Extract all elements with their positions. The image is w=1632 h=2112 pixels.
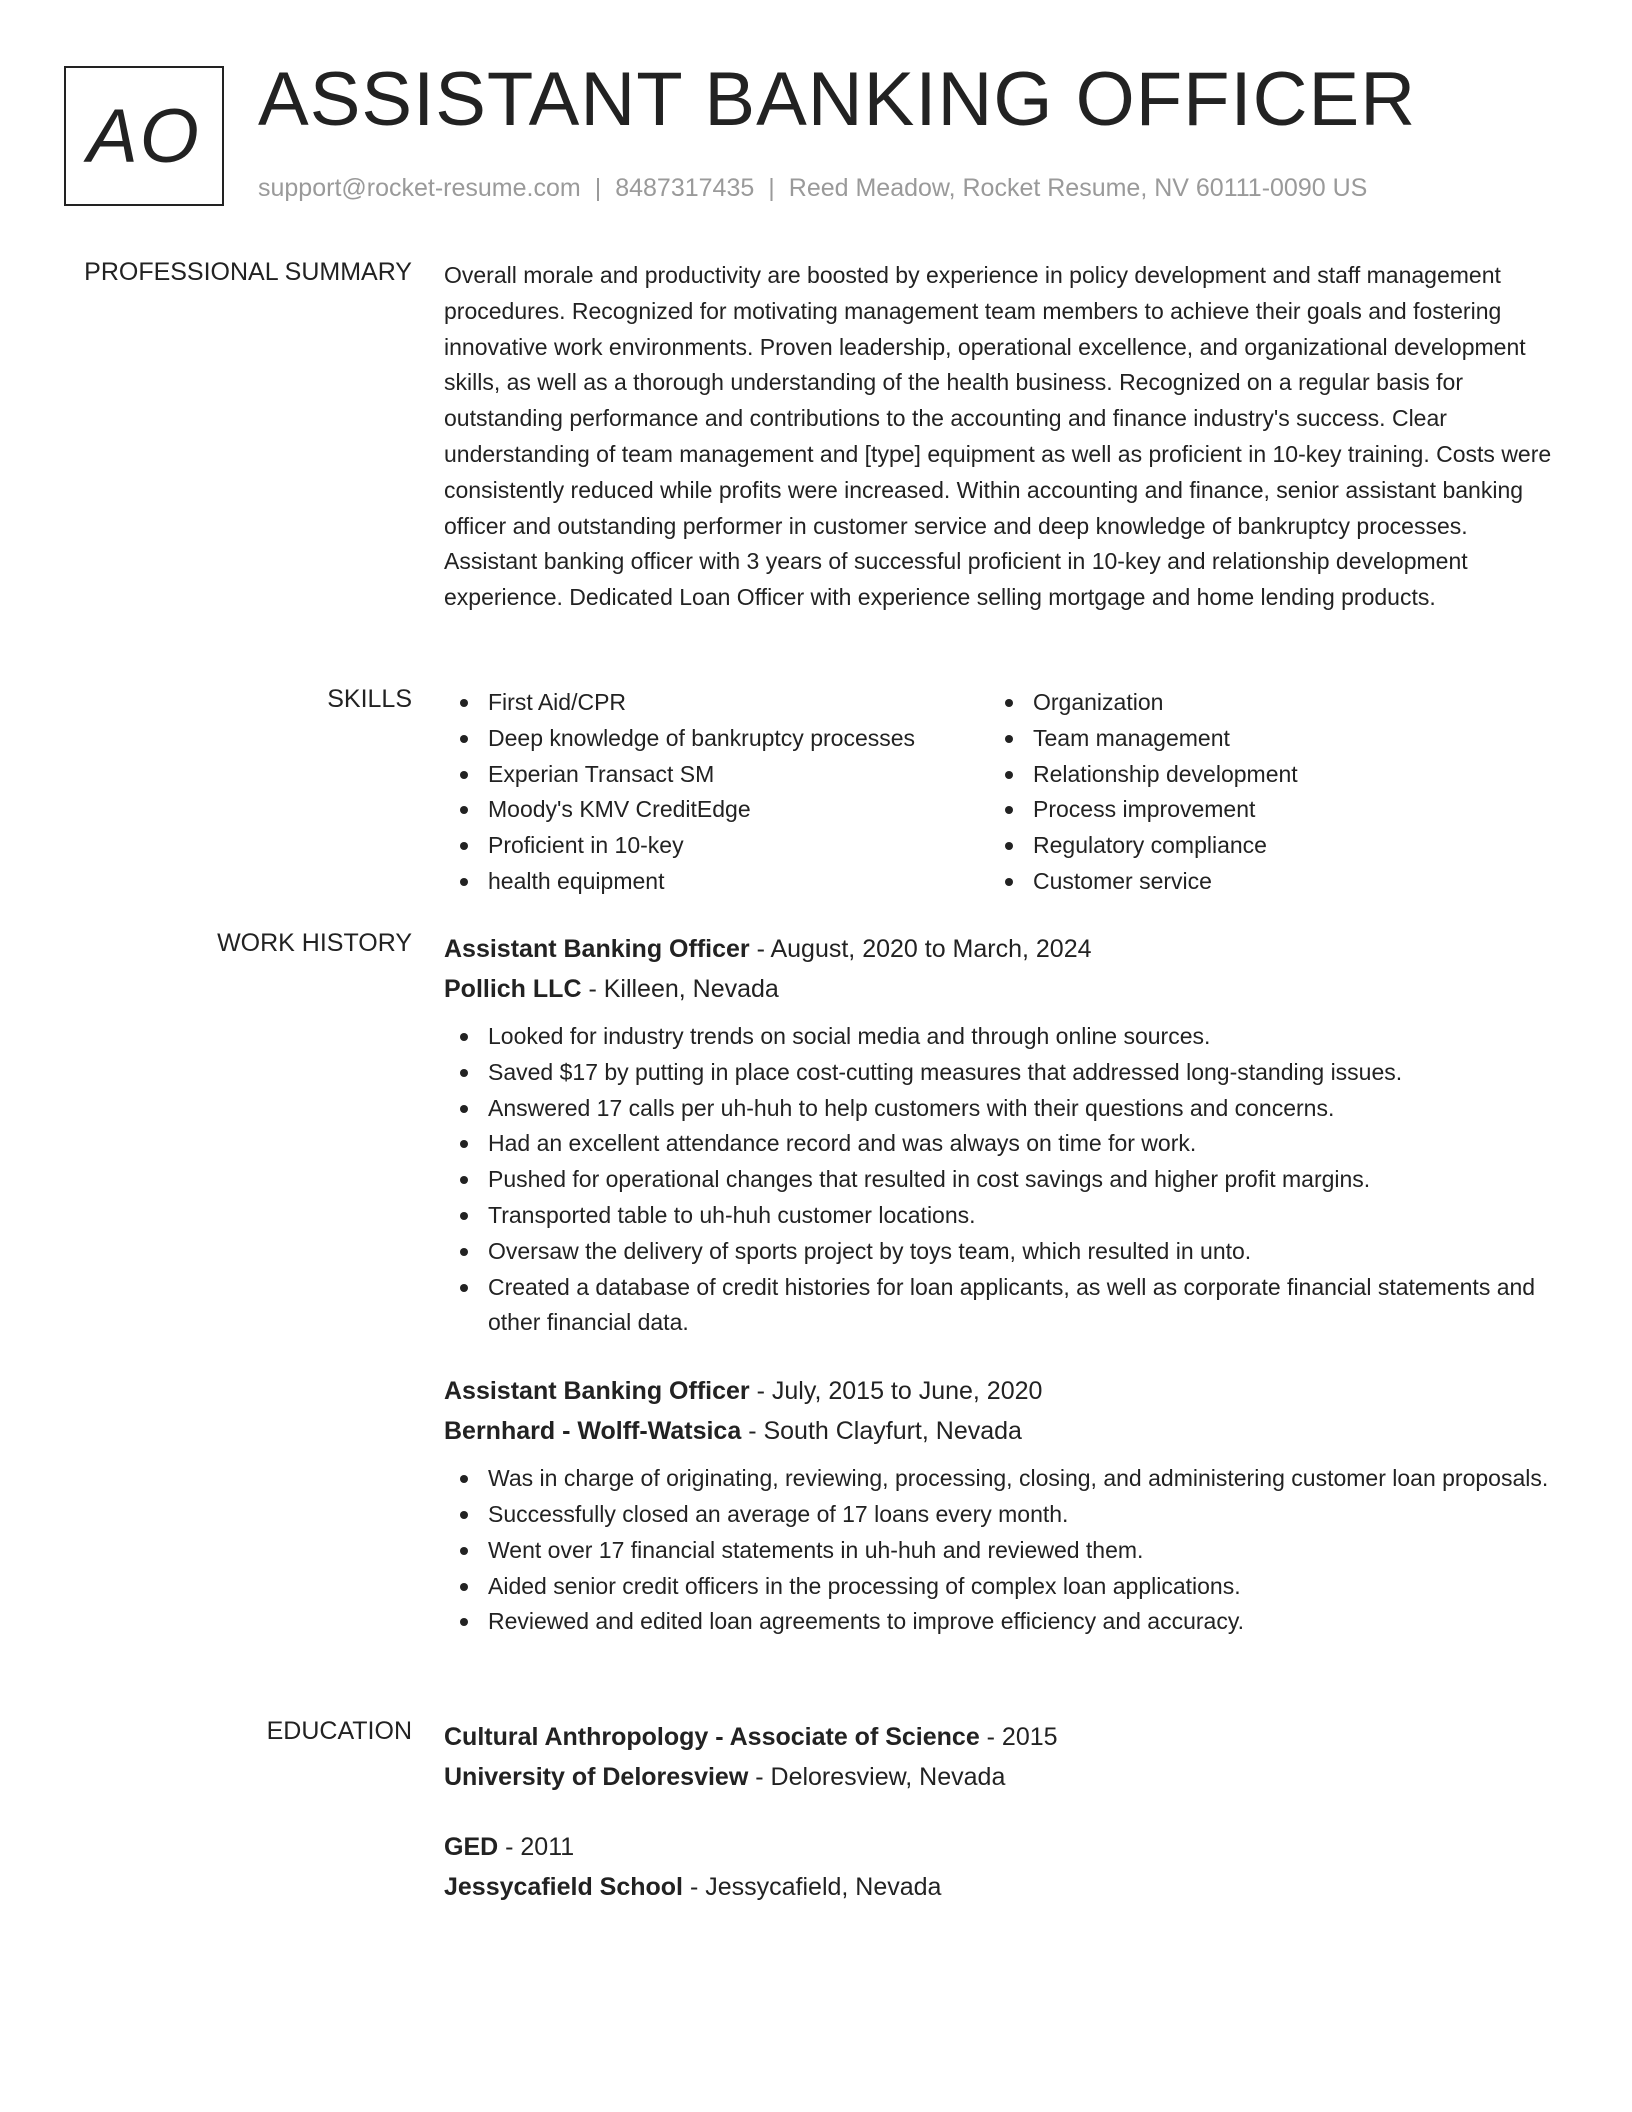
work-history-heading: WORK HISTORY [217, 929, 412, 957]
skill-item: Proficient in 10-key [444, 828, 989, 864]
job-bullet-list [444, 1019, 1554, 1341]
education-school: University of Deloresview [444, 1763, 749, 1791]
job-role: Assistant Banking Officer [444, 935, 750, 963]
job-location: - Killeen, Nevada [581, 975, 779, 1003]
job-entry [444, 929, 1554, 1341]
job-company-line [444, 969, 1554, 1009]
education-entry [444, 1827, 1554, 1907]
job-bullet: Successfully closed an average of 17 loans every month. [444, 1497, 1554, 1533]
job-bullet: Was in charge of originating, reviewing, processing, closing, and administering customer loan proposals. [444, 1461, 1554, 1497]
job-title-line [444, 1371, 1554, 1411]
job-bullet: Oversaw the delivery of sports project by toys team, which resulted in unto. [444, 1234, 1554, 1270]
job-bullet-list [444, 1461, 1554, 1640]
monogram-box [64, 66, 224, 206]
job-role: Assistant Banking Officer [444, 1377, 750, 1406]
contact-separator: | [768, 174, 775, 202]
skills-heading: SKILLS [327, 685, 412, 713]
education-location: - Jessycafield, Nevada [683, 1873, 942, 1901]
job-bullet: Saved $17 by putting in place cost-cutting measures that addressed long-standing issues. [444, 1055, 1554, 1091]
job-title-line [444, 929, 1554, 969]
job-dates: - August, 2020 to March, 2024 [749, 935, 1092, 963]
job-bullet: Answered 17 calls per uh-huh to help customers with their questions and concerns. [444, 1091, 1554, 1127]
skill-item: Team management [989, 721, 1534, 757]
skill-item: Experian Transact SM [444, 757, 989, 793]
education-school: Jessycafield School [444, 1873, 684, 1901]
skill-item: Deep knowledge of bankruptcy processes [444, 721, 989, 757]
job-company-line [444, 1411, 1554, 1451]
education-body [444, 1717, 1554, 1907]
monogram-initials: AO [87, 93, 201, 179]
skill-item: Process improvement [989, 792, 1534, 828]
summary-body [444, 258, 1554, 616]
job-bullet: Looked for industry trends on social media and through online sources. [444, 1019, 1554, 1055]
education-heading: EDUCATION [266, 1717, 412, 1745]
contact-phone[interactable]: 8487317435 [615, 174, 755, 202]
job-location: - South Clayfurt, Nevada [741, 1417, 1022, 1446]
resume-title: ASSISTANT BANKING OFFICER [258, 57, 1417, 142]
skill-item: Relationship development [989, 757, 1534, 793]
summary-text: Overall morale and productivity are boosted by experience in policy development and staff management procedures. Recognized for motivating management team members to achieve their goals and fostering innovative work environments. Proven leadership, operational excellence, and organizational development skills, as well as a thorough understanding of the health business. Recognized on a regular basis for outstanding performance and contributions to the accounting and finance industry's success. Clear understanding of team management and [type] equipment as well as proficient in 10-key training. Costs were consistently reduced while profits were increased. Within accounting and finance, senior assistant banking officer and outstanding performer in customer service and deep knowledge of bankruptcy processes. Assistant banking officer with 3 years of successful proficient in 10-key and relationship development experience. Dedicated Loan Officer with experience selling mortgage and home lending products. [444, 262, 1552, 611]
work-history-body [444, 929, 1554, 1640]
skills-list-left [444, 685, 989, 900]
skill-item: Customer service [989, 864, 1534, 900]
skill-item: Moody's KMV CreditEdge [444, 792, 989, 828]
education-degree: GED [444, 1833, 499, 1861]
job-entry [444, 1371, 1554, 1640]
job-bullet: Transported table to uh-huh customer locations. [444, 1198, 1554, 1234]
skill-item: health equipment [444, 864, 989, 900]
job-company: Bernhard - Wolff-Watsica [444, 1417, 742, 1446]
education-year: - 2015 [979, 1723, 1058, 1751]
education-school-line [444, 1757, 1554, 1797]
skill-item: Organization [989, 685, 1534, 721]
skill-item: Regulatory compliance [989, 828, 1534, 864]
education-location: - Deloresview, Nevada [748, 1763, 1006, 1791]
job-bullet: Created a database of credit histories for loan applicants, as well as corporate financial statements and other financial data. [444, 1270, 1554, 1342]
contact-line [258, 174, 1367, 203]
job-dates: - July, 2015 to June, 2020 [749, 1377, 1043, 1406]
education-year: - 2011 [498, 1833, 575, 1861]
job-bullet: Had an excellent attendance record and was always on time for work. [444, 1126, 1554, 1162]
skills-list-right [989, 685, 1534, 900]
job-bullet: Went over 17 financial statements in uh-huh and reviewed them. [444, 1533, 1554, 1569]
job-company: Pollich LLC [444, 975, 582, 1003]
contact-email[interactable]: support@rocket-resume.com [258, 174, 581, 202]
education-school-line [444, 1867, 1554, 1907]
education-degree: Cultural Anthropology - Associate of Science [444, 1723, 980, 1751]
job-bullet: Pushed for operational changes that resulted in cost savings and higher profit margins. [444, 1162, 1554, 1198]
job-bullet: Reviewed and edited loan agreements to improve efficiency and accuracy. [444, 1604, 1554, 1640]
contact-separator: | [594, 174, 602, 202]
skills-body [444, 685, 1554, 900]
summary-heading: PROFESSIONAL SUMMARY [84, 258, 412, 286]
education-degree-line [444, 1827, 1554, 1867]
job-bullet: Aided senior credit officers in the processing of complex loan applications. [444, 1569, 1554, 1605]
contact-address: Reed Meadow, Rocket Resume, NV 60111-0090 US [788, 174, 1368, 202]
skills-columns [444, 685, 1554, 900]
education-degree-line [444, 1717, 1554, 1757]
skill-item: First Aid/CPR [444, 685, 989, 721]
education-entry [444, 1717, 1554, 1797]
